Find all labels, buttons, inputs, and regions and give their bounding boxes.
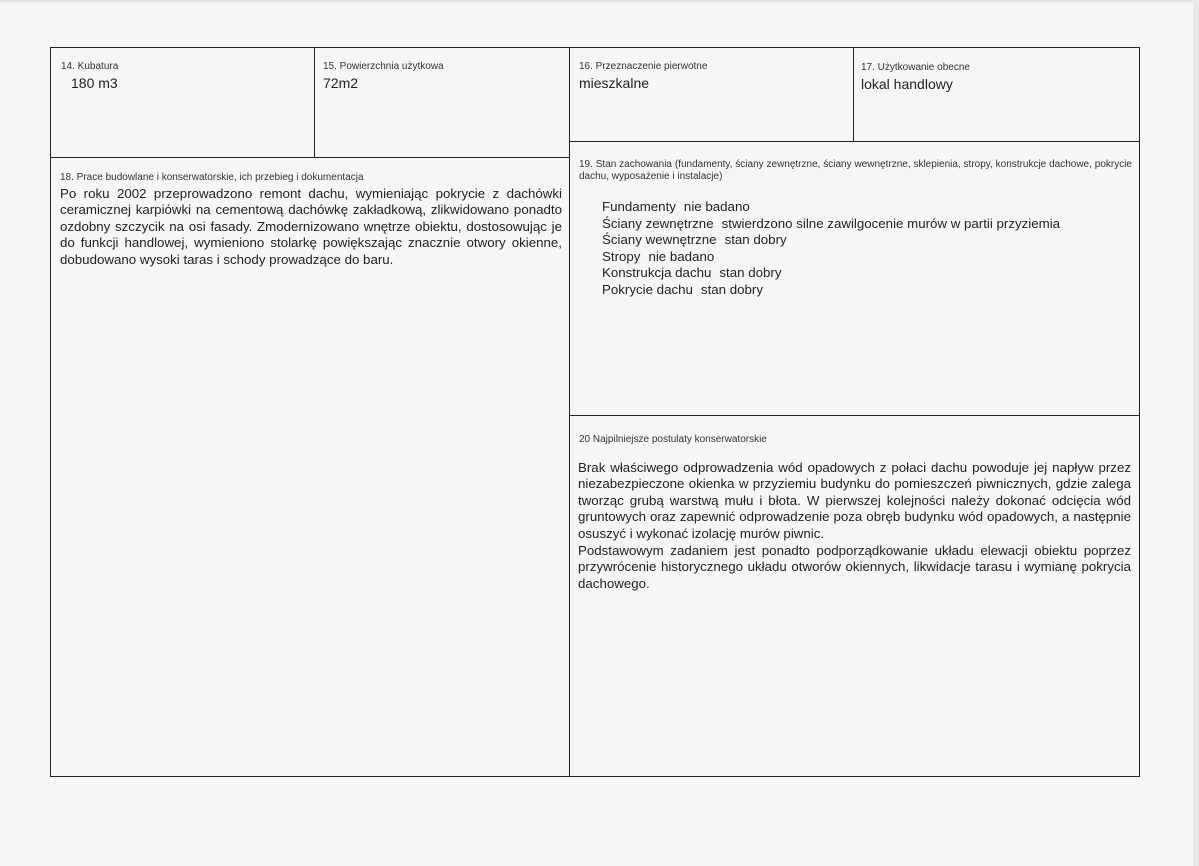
field-16-value: mieszkalne [579,75,650,91]
scan-line-right [1193,0,1199,866]
field-19-label: 19. Stan zachowania (fundamenty, ściany zewnętrzne, ściany wewnętrzne, sklepienia, stropy, konstrukcje dachowe, pokrycie dachu, wyposażenie i instalacje) [579,159,1132,182]
field-17-uzytkowanie [853,47,1140,142]
field-17-value: lokal handlowy [861,76,953,92]
condition-state: stan dobry [724,232,787,247]
condition-name: Fundamenty [602,199,676,214]
condition-name: Pokrycie dachu [602,281,693,297]
condition-state: stan dobry [719,265,782,280]
condition-item [602,216,1060,233]
field-20-label: 20 Najpilniejsze postulaty konserwatorskie [579,434,767,445]
condition-state: stan dobry [700,281,764,297]
field-20-postulaty [569,415,1140,777]
field-17-label: 17. Użytkowanie obecne [861,62,970,73]
field-15-value: 72m2 [323,75,359,91]
condition-item [602,232,1060,249]
scan-line-top [0,0,1199,2]
condition-item [602,265,1060,282]
condition-state: nie badano [683,199,750,214]
condition-state: nie badano [648,248,715,264]
field-20-paragraph-2: Podstawowym zadaniem jest ponadto podporządkowanie układu elewacji obiektu poprzez przywrócenie historycznego układu otworów okiennych, likwidacje tarasu i wymianę pokrycia dachowego. [578,543,1131,591]
condition-name: Stropy [602,248,641,264]
field-14-label: 14. Kubatura [61,61,119,72]
field-14-value: 180 m3 [71,75,118,91]
condition-item [602,199,1060,216]
field-15-label: 15. Powierzchnia użytkowa [323,61,444,72]
field-16-przeznaczenie [569,47,854,142]
field-18-prace-budowlane [50,157,570,777]
condition-name: Konstrukcja dachu [602,265,712,280]
condition-state: stwierdzono silne zawilgocenie murów w partii przyziemia [721,215,1061,231]
field-18-label: 18. Prace budowlane i konserwatorskie, ich przebieg i dokumentacja [60,172,364,183]
field-14-kubatura [50,47,315,158]
condition-name: Ściany wewnętrzne [602,232,717,247]
condition-list [602,199,1060,298]
field-16-label: 16. Przeznaczenie pierwotne [579,61,708,72]
field-19-stan-zachowania [569,141,1140,416]
condition-item [602,249,1060,266]
condition-item [602,282,1060,299]
field-15-powierzchnia [314,47,570,158]
field-18-text: Po roku 2002 przeprowadzono remont dachu, wymieniając pokrycie z dachówki ceramicznej karpiówki na cementową dachówkę zakładkową, zlikwidowano ponadto ozdobny szczycik na osi fasady. Zmodernizowano wnętrze obiektu, dostosowując je do funkcji handlowej, wymieniono stolarkę powiększając znacznie otwory okienne, dobudowano wysoki taras i schody prowadzące do baru. [60,186,562,267]
field-20-paragraph-1: Brak właściwego odprowadzenia wód opadowych z połaci dachu powoduje jej napływ przez niezabezpieczone okienka w przyziemiu budynku do pomieszczeń piwnicznych, gdzie zalega tworząc grubą warstwą mułu i błota. W pierwszej kolejności należy dokonać odcięcia wód gruntowych oraz zapewnić odprowadzenie poza obręb budynku wód opadowych, a następnie osuszyć i wykonać izolację murów piwnic. [578,460,1131,541]
condition-name: Ściany zewnętrzne [602,215,714,231]
